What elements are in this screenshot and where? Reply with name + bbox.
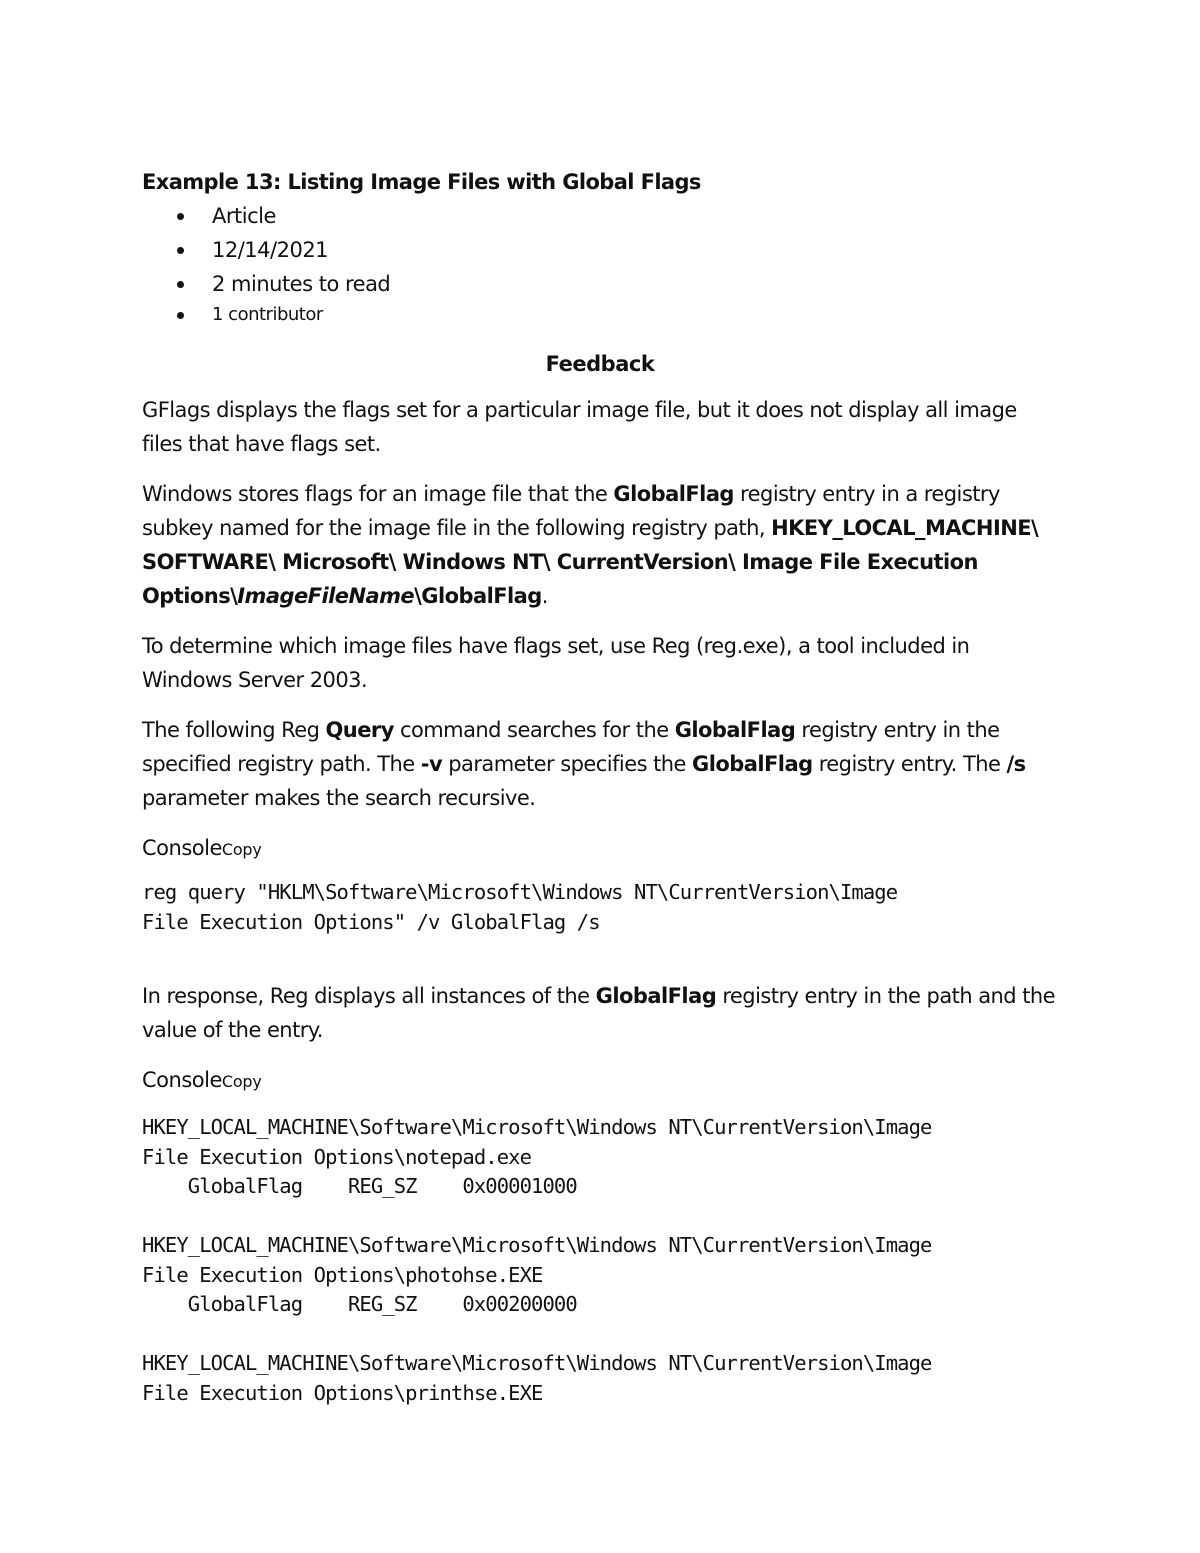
code-block-reg-output: HKEY_LOCAL_MACHINE\Software\Microsoft\Windows NT\CurrentVersion\Image File Execution Options\notepad.exe GlobalFlag REG_SZ 0x00001000 HKEY_LOCAL_MACHINE\Software\Microsoft\Windows NT\CurrentVersion\Image File Execution Options\photohse.EXE GlobalFlag REG_SZ 0x00200000 HKEY_LOCAL_MACHINE\Software\Microsoft\Windows NT\CurrentVersion\Image File Execution Options\printhse.EXE: [142, 1115, 932, 1405]
keyword-s-parameter: /s: [1006, 752, 1026, 776]
document-content: [142, 166, 1062, 1408]
meta-item-label: 2 minutes to read: [212, 272, 391, 296]
meta-item-date: [142, 233, 1062, 267]
paragraph-reg-tool: To determine which image files have flags set, use Reg (reg.exe), a tool included in Windows Server 2003.: [142, 634, 970, 692]
bullet-icon: [177, 247, 184, 254]
text-run: parameter specifies the: [442, 752, 693, 776]
code-block-reg-query: reg query "HKLM\Software\Microsoft\Windows NT\CurrentVersion\Image File Execution Options" /v GlobalFlag /s: [142, 880, 898, 934]
text-run: registry entry. The: [812, 752, 1007, 776]
keyword-globalflag: GlobalFlag: [613, 482, 734, 506]
console-header: [142, 831, 1062, 867]
text-run: command searches for the: [393, 718, 675, 742]
registry-path-end: \GlobalFlag: [414, 584, 542, 608]
text-run: In response, Reg displays all instances of the: [142, 984, 596, 1008]
meta-item-label: 1 contributor: [212, 304, 323, 325]
console-label: Console: [142, 1068, 222, 1092]
keyword-globalflag: GlobalFlag: [674, 718, 796, 742]
text-run: .: [541, 584, 548, 608]
paragraph-intro: GFlags displays the flags set for a particular image file, but it does not display all image files that have flags set.: [142, 398, 1017, 456]
page-title: Example 13: Listing Image Files with Global Flags: [142, 170, 701, 194]
registry-path: HKEY_LOCAL_MACHINE\ SOFTWARE\ Microsoft\ Windows NT\ CurrentVersion\ Image File Execution Options\: [142, 516, 1039, 608]
text-run: The following Reg: [142, 718, 326, 742]
keyword-globalflag: GlobalFlag: [692, 752, 813, 776]
registry-path-placeholder: ImageFileName: [237, 584, 415, 608]
paragraph-response: [142, 979, 1062, 1047]
console-label: Console: [142, 836, 222, 860]
keyword-globalflag: GlobalFlag: [595, 984, 717, 1008]
keyword-query: Query: [325, 718, 394, 742]
meta-item-contributors: [142, 301, 1062, 329]
text-run: parameter makes the search recursive.: [142, 786, 536, 810]
bullet-icon: [177, 281, 184, 288]
keyword-v-parameter: -v: [420, 752, 443, 776]
paragraph-registry-path: [142, 477, 1062, 613]
copy-button[interactable]: Copy: [221, 1072, 262, 1091]
text-run: registry entry in the path and the value of the entry.: [142, 984, 1056, 1042]
text-run: registry entry in the specified registry path. The: [142, 718, 1000, 776]
meta-item-type: [142, 199, 1062, 233]
text-run: registry entry in a registry subkey named for the image file in the following registry path,: [142, 482, 1000, 540]
paragraph-reg-query: [142, 713, 1062, 815]
console-header: [142, 1063, 1062, 1099]
article-meta-list: [142, 199, 1062, 329]
bullet-icon: [177, 312, 184, 319]
meta-item-label: 12/14/2021: [212, 238, 329, 262]
bullet-icon: [177, 213, 184, 220]
text-run: Windows stores flags for an image file that the: [142, 482, 614, 506]
meta-item-read-time: [142, 267, 1062, 301]
feedback-heading: Feedback: [545, 352, 655, 376]
copy-button[interactable]: Copy: [221, 840, 262, 859]
meta-item-label: Article: [212, 204, 276, 228]
